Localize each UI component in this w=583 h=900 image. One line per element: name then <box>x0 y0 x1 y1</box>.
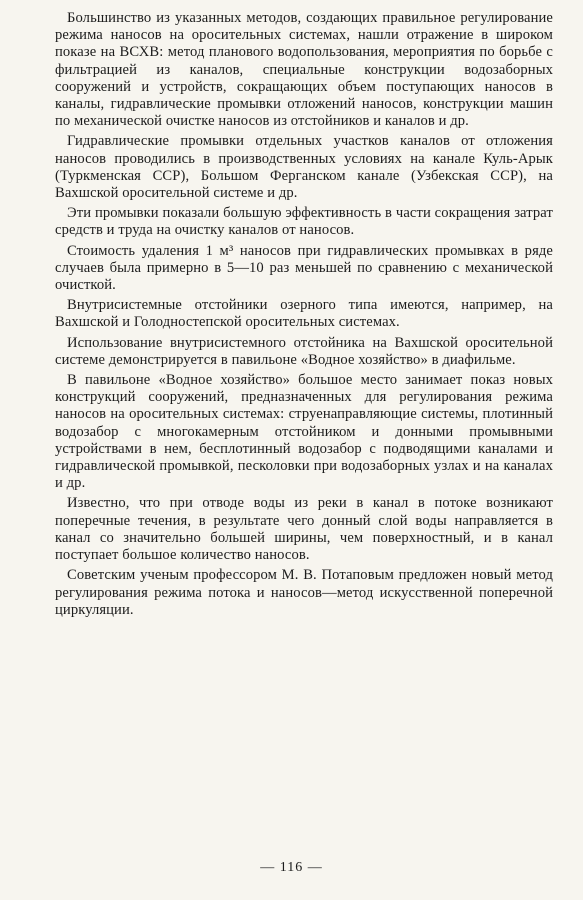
page-number: — 116 — <box>260 860 323 875</box>
paragraph-8: Известно, что при отводе воды из реки в канал в потоке возникают поперечные течения, в результате чего донный слой воды направляется в канал со значительно большей ширины, чем поверхностный, и в канал поступает большое количество наносов. <box>55 495 553 564</box>
paragraph-4: Стоимость удаления 1 м³ наносов при гидравлических промывках в ряде случаев была примерно в 5—10 раз меньшей по сравнению с механической очисткой. <box>55 242 553 294</box>
paragraph-1: Большинство из указанных методов, создающих правильное регулирование режима наносов на оросительных системах, нашли отражение в широком показе на ВСХВ: метод планового водопользования, мероприятия по борьбе с фильтрацией из каналов, специальные конструкции водозаборных сооружений и устройств, сокращающих объем поступающих наносов в каналы, гидравлические промывки отложений наносов, конструкции машин по механической очистке наносов из отстойников и каналов и др. <box>55 10 553 130</box>
paragraph-6: Использование внутрисистемного отстойника на Вахшской оросительной системе демонстрируется в павильоне «Водное хозяйство» в диафильме. <box>55 334 553 368</box>
paragraph-7: В павильоне «Водное хозяйство» большое место занимает показ новых конструкций сооружений, предназначенных для регулирования режима наносов на оросительных системах: струенаправляющие системы, плотинный водозабор с многокамерным отстойником и донными промывными устройствами в нем, бесплотинный водозабор с подводящими каналами и гидравлической промывкой, песколовки при водозаборных узлах и на каналах и др. <box>55 372 553 492</box>
paragraph-2: Гидравлические промывки отдельных участков каналов от отложения наносов проводились в производственных условиях на канале Куль-Арык (Туркменская ССР), Большом Ферганском канале (Узбекская ССР), на Вахшской оросительной системе и др. <box>55 133 553 202</box>
paragraph-5: Внутрисистемные отстойники озерного типа имеются, например, на Вахшской и Голодностепской оросительных системах. <box>55 297 553 331</box>
paragraph-3: Эти промывки показали большую эффективность в части сокращения затрат средств и труда на очистку каналов от наносов. <box>55 205 553 239</box>
paragraph-9: Советским ученым профессором М. В. Потаповым предложен новый метод регулирования режима потока и наносов—метод искусственной поперечной циркуляции. <box>55 567 553 618</box>
